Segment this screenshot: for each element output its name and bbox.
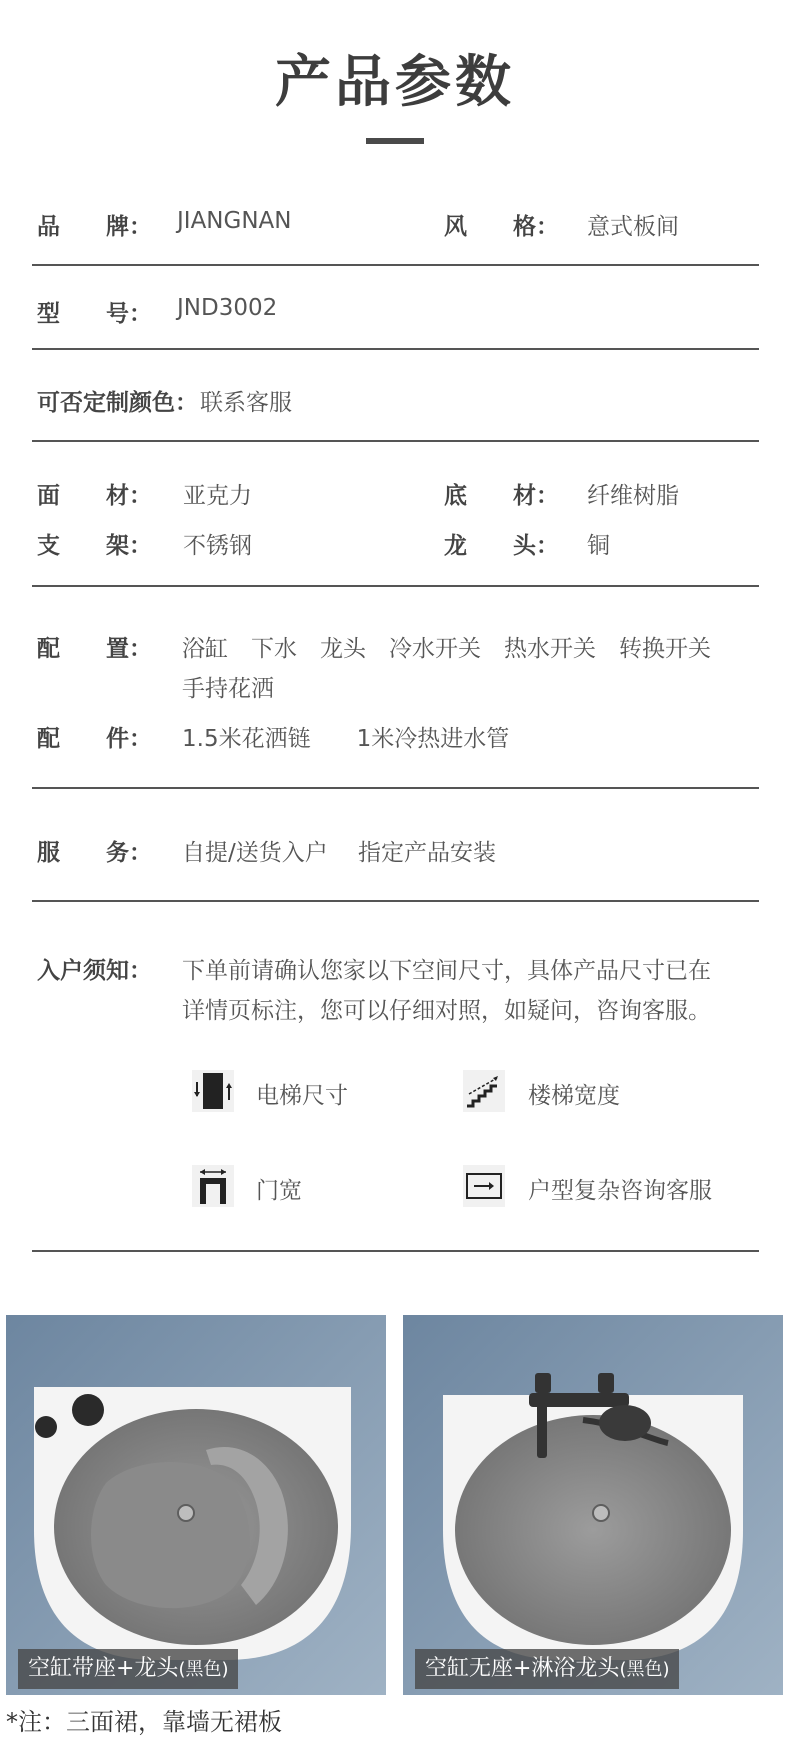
divider (32, 348, 759, 350)
service-value: 自提/送货入户 指定产品安装 (182, 840, 497, 866)
style-value: 意式板间 (587, 214, 679, 240)
door-label: 门宽 (256, 1178, 302, 1204)
style-label: 风 格： (444, 214, 559, 240)
base-value: 纤维树脂 (587, 483, 679, 509)
elevator-label: 电梯尺寸 (256, 1083, 348, 1109)
color-label: 可否定制颜色： (37, 390, 198, 416)
product-photo-with-seat (6, 1315, 386, 1695)
product-photo-no-seat (403, 1315, 783, 1695)
brand-value: JIANGNAN (177, 208, 292, 234)
layout-icon (463, 1165, 505, 1207)
config-value-line1: 浴缸 下水 龙头 冷水开关 热水开关 转换开关 (182, 636, 711, 662)
stairs-label: 楼梯宽度 (528, 1083, 620, 1109)
parts-value: 1.5米花洒链 1米冷热进水管 (182, 726, 510, 752)
divider (32, 585, 759, 587)
layout-label: 户型复杂咨询客服 (528, 1178, 712, 1204)
elevator-icon (192, 1070, 234, 1112)
base-label: 底 材： (444, 483, 559, 509)
surface-label: 面 材： (37, 483, 152, 509)
divider (32, 900, 759, 902)
caption-no-seat-color: (黑色) (619, 1659, 670, 1680)
divider (32, 264, 759, 266)
notice-label: 入户须知： (37, 958, 152, 984)
faucet-value: 铜 (587, 533, 610, 559)
photo-caption-no-seat (415, 1649, 679, 1689)
door-icon (192, 1165, 234, 1207)
frame-label: 支 架： (37, 533, 152, 559)
title-underline (366, 138, 424, 144)
model-value: JND3002 (177, 295, 278, 321)
caption-no-seat-text: 空缸无座+淋浴龙头 (425, 1656, 620, 1681)
footnote: *注：三面裙，靠墙无裙板 (6, 1708, 282, 1736)
divider (32, 440, 759, 442)
bathtub-no-seat-image (403, 1315, 783, 1695)
divider (32, 1250, 759, 1252)
caption-with-seat-color: (黑色) (178, 1659, 229, 1680)
faucet-label: 龙 头： (444, 533, 559, 559)
color-value: 联系客服 (200, 390, 292, 416)
caption-with-seat-text: 空缸带座+龙头 (28, 1656, 179, 1681)
page-title: 产品参数 (275, 50, 515, 115)
parts-label: 配 件： (37, 726, 152, 752)
model-label: 型 号： (37, 301, 152, 327)
frame-value: 不锈钢 (183, 533, 252, 559)
stairs-icon (463, 1070, 505, 1112)
service-label: 服 务： (37, 840, 152, 866)
bathtub-with-seat-image (6, 1315, 386, 1695)
notice-line2: 详情页标注，您可以仔细对照，如疑问，咨询客服。 (182, 998, 711, 1024)
divider (32, 787, 759, 789)
brand-label: 品 牌： (37, 214, 152, 240)
notice-line1: 下单前请确认您家以下空间尺寸，具体产品尺寸已在 (182, 958, 711, 984)
config-label: 配 置： (37, 636, 152, 662)
config-value-line2: 手持花洒 (182, 676, 274, 702)
surface-value: 亚克力 (183, 483, 252, 509)
photo-caption-with-seat (18, 1649, 238, 1689)
